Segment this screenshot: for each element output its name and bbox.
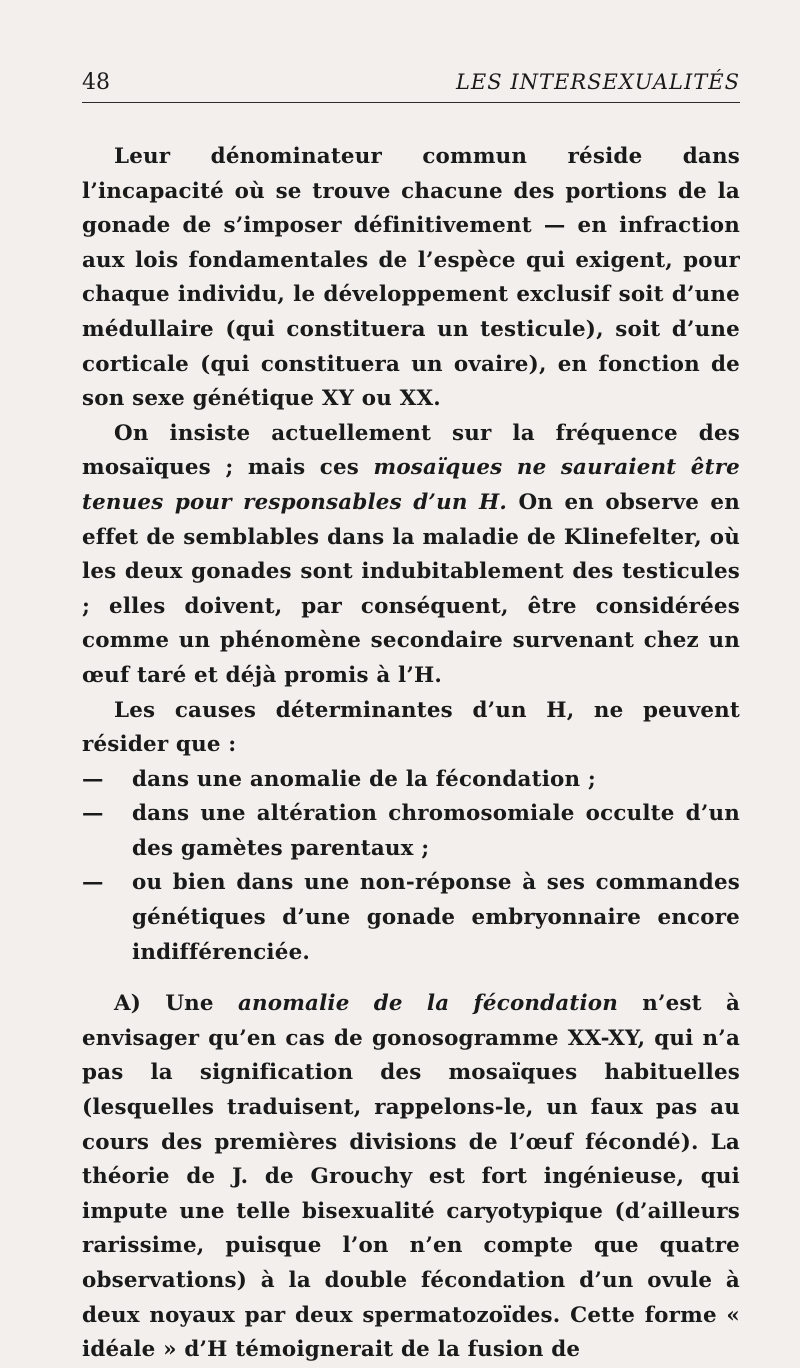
running-title: LES INTERSEXUALITÉS xyxy=(455,70,740,94)
body-text xyxy=(82,140,740,1368)
paragraph-3: Les causes déterminantes d’un H, ne peuvent résider que : xyxy=(82,697,740,758)
paragraph-4-start: A) Une xyxy=(114,991,238,1017)
paragraph-2 xyxy=(82,417,740,694)
list-item-text: ou bien dans une non-réponse à ses commandes génétiques d’une gonade embryonnaire encore indifférenciée. xyxy=(132,870,740,965)
paragraph-2-start: On insiste actuellement sur la fréquence des mosaïques ; mais ces xyxy=(82,420,740,481)
paragraph-4-emphasis: anomalie de la fécondation xyxy=(237,991,619,1017)
paragraph-4-end: n’est à envisager qu’en cas de gonosogramme XX-XY, qui n’a pas la signification des mosaïques habituelles (lesquelles traduisent, rappelons-le, un faux pas au cours des premières divisions de l’œuf fécondé). La théorie de J. de Grouchy est fort ingénieuse, qui impute une telle bisexualité caryotypique (d’ailleurs rarissime, puisque l’on n’en compte que quatre observations) à la double fécondation d’un ovule à deux noyaux par deux spermatozoïdes. Cette forme « idéale » d’H témoignerait de la fusion de xyxy=(82,991,740,1363)
list-item xyxy=(82,763,740,798)
paragraph-2-emphasis: mosaïques ne sauraient être tenues pour responsables d’un H. xyxy=(82,455,740,515)
paragraph-2-end: On en observe en effet de semblables dans la maladie de Klinefelter, où les deux gonades sont indubitablement des testicules ; elles doivent, par conséquent, être considérées comme un phénomène secondaire survenant chez un œuf taré et déjà promis à l’H. xyxy=(82,489,740,688)
dash-marker: — xyxy=(82,801,104,827)
list-item-text: dans une altération chromosomiale occulte d’un des gamètes parentaux ; xyxy=(132,801,740,861)
list-item xyxy=(82,866,740,970)
list-item xyxy=(82,797,740,866)
paragraph-1: Leur dénominateur commun réside dans l’incapacité où se trouve chacune des portions de la gonade de s’imposer définitivement — en infraction aux lois fondamentales de l’espèce qui exigent, pour chaque individu, le développement exclusif soit d’une médullaire (qui constituera un testicule), soit d’une corticale (qui constituera un ovaire), en fonction de son sexe génétique XY ou XX. xyxy=(82,144,740,412)
list-item-text: dans une anomalie de la fécondation ; xyxy=(132,766,596,792)
dash-marker: — xyxy=(82,766,104,792)
page-header xyxy=(82,68,740,103)
dash-marker: — xyxy=(82,870,104,896)
page-number: 48 xyxy=(82,70,110,95)
section-gap xyxy=(82,970,740,987)
paragraph-4 xyxy=(82,987,740,1368)
